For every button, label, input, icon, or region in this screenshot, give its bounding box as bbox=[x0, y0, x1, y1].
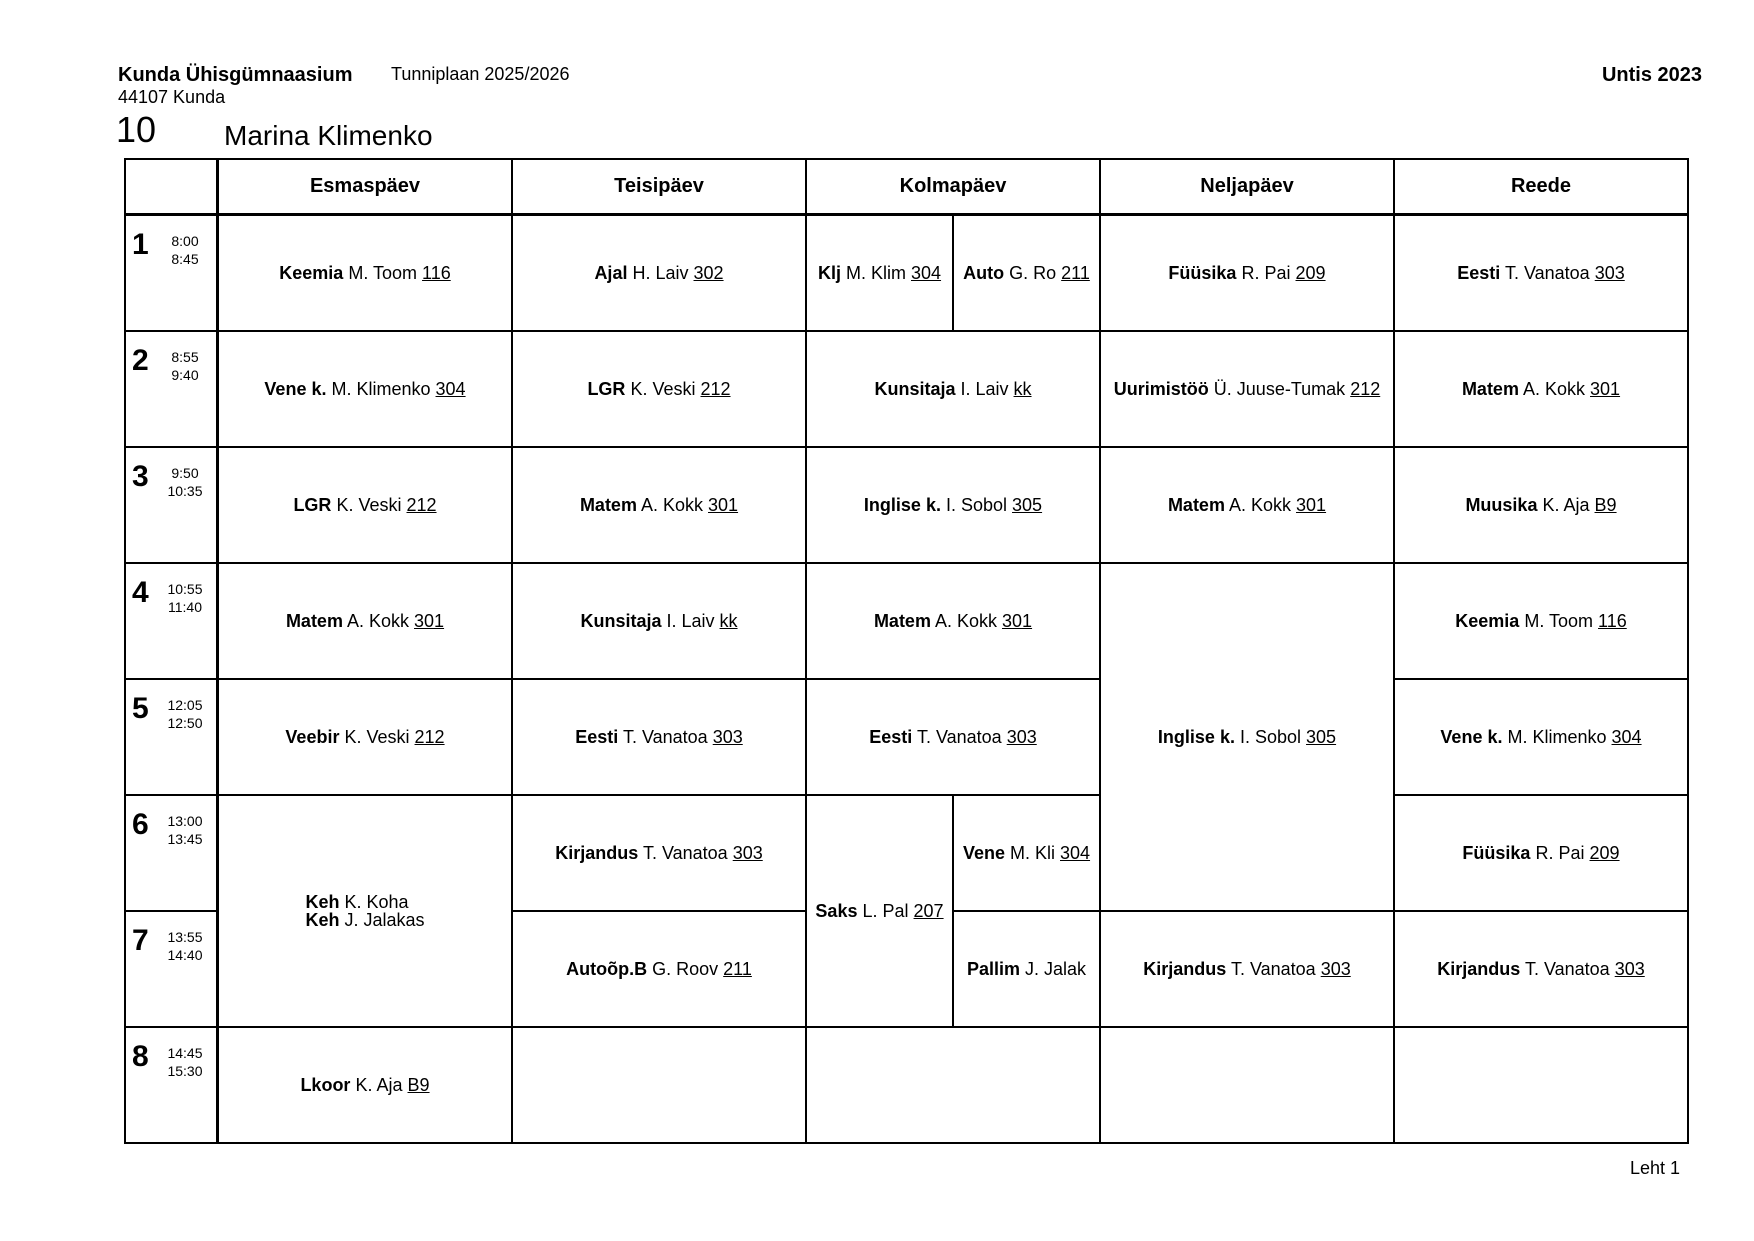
lesson-line bbox=[1168, 496, 1326, 514]
room-number: 304 bbox=[1060, 843, 1091, 863]
teacher-name: Ü. Juuse-Tumak bbox=[1213, 379, 1346, 399]
room-number: 303 bbox=[1006, 727, 1037, 747]
subject-name: LGR bbox=[293, 495, 332, 515]
lesson-cell bbox=[513, 448, 807, 564]
lesson-line bbox=[818, 264, 941, 282]
lesson-line bbox=[566, 960, 752, 978]
period-number: 5 bbox=[132, 692, 149, 725]
teacher-name: T. Vanatoa bbox=[622, 727, 708, 747]
lesson-line bbox=[594, 264, 723, 282]
class-teacher: Marina Klimenko bbox=[224, 120, 433, 151]
room-number: 303 bbox=[732, 843, 763, 863]
period-cell bbox=[126, 564, 219, 680]
lesson-content bbox=[594, 264, 723, 282]
room-number: 301 bbox=[1590, 379, 1621, 399]
day-header: Neljapäev bbox=[1101, 160, 1395, 216]
teacher-name: R. Pai bbox=[1535, 843, 1585, 863]
class-name: 10 bbox=[116, 109, 157, 150]
lesson-cell bbox=[219, 680, 513, 796]
lesson-line bbox=[1462, 380, 1620, 398]
period-end-time: 12:50 bbox=[167, 715, 203, 731]
lesson-line bbox=[305, 911, 424, 929]
room-number: 212 bbox=[406, 495, 437, 515]
subject-name: Autoõp.B bbox=[566, 959, 648, 979]
subject-name: Keh bbox=[305, 910, 340, 930]
lesson-cell bbox=[1101, 564, 1395, 912]
subject-name: Lkoor bbox=[300, 1075, 351, 1095]
lesson-line bbox=[264, 380, 465, 398]
teacher-name: M. Klim bbox=[845, 263, 906, 283]
lesson-cell bbox=[513, 216, 807, 332]
lesson-cell bbox=[1395, 680, 1689, 796]
lesson-line bbox=[293, 496, 436, 514]
teacher-name: A. Kokk bbox=[346, 611, 409, 631]
empty-cell bbox=[1395, 1028, 1689, 1144]
teacher-name: T. Vanatoa bbox=[642, 843, 728, 863]
teacher-name: H. Laiv bbox=[632, 263, 689, 283]
lesson-cell bbox=[807, 564, 1101, 680]
page-label: Leht 1 bbox=[1629, 1158, 1680, 1178]
lesson-cell bbox=[1101, 448, 1395, 564]
lesson-content bbox=[1437, 960, 1645, 978]
period-times bbox=[159, 464, 211, 500]
lesson-cell bbox=[1395, 796, 1689, 912]
lesson-content bbox=[1455, 612, 1626, 630]
lesson-line bbox=[1440, 728, 1641, 746]
teacher-name: T. Vanatoa bbox=[916, 727, 1002, 747]
lesson-line bbox=[580, 496, 738, 514]
period-number: 2 bbox=[132, 344, 149, 377]
lesson-cell bbox=[1101, 216, 1395, 332]
lesson-content bbox=[1168, 264, 1325, 282]
teacher-name: T. Vanatoa bbox=[1524, 959, 1610, 979]
subject-name: Füüsika bbox=[1168, 263, 1237, 283]
lesson-content bbox=[818, 264, 941, 282]
subject-name: Matem bbox=[1167, 495, 1225, 515]
room-number: 302 bbox=[693, 263, 724, 283]
teacher-name: A. Kokk bbox=[1228, 495, 1291, 515]
lesson-line bbox=[1462, 844, 1619, 862]
timetable-grid bbox=[124, 158, 1689, 1144]
teacher-name: M. Klimenko bbox=[1507, 727, 1607, 747]
lesson-content bbox=[1168, 496, 1326, 514]
empty-cell bbox=[513, 1028, 807, 1144]
teacher-name: J. Jalak bbox=[1025, 959, 1087, 979]
room-number: 116 bbox=[422, 263, 451, 283]
lesson-line bbox=[967, 960, 1086, 978]
period-start-time: 14:45 bbox=[167, 1045, 203, 1061]
lesson-cell bbox=[954, 796, 1101, 912]
period-cell bbox=[126, 796, 219, 912]
period-start-time: 8:00 bbox=[171, 233, 199, 249]
lesson-cell bbox=[1395, 564, 1689, 680]
lesson-cell bbox=[219, 332, 513, 448]
subject-name: Matem bbox=[873, 611, 931, 631]
lesson-line bbox=[963, 844, 1090, 862]
period-start-time: 10:55 bbox=[167, 581, 203, 597]
teacher-name: K. Koha bbox=[344, 892, 409, 912]
lesson-line bbox=[874, 612, 1032, 630]
lesson-line bbox=[815, 902, 943, 920]
lesson-line bbox=[1455, 612, 1626, 630]
lesson-cell bbox=[954, 912, 1101, 1028]
teacher-name: A. Kokk bbox=[640, 495, 703, 515]
room-number: 304 bbox=[911, 263, 942, 283]
period-number: 1 bbox=[132, 228, 149, 261]
lesson-line bbox=[580, 612, 737, 630]
lesson-content bbox=[286, 612, 444, 630]
lesson-line bbox=[286, 612, 444, 630]
day-header: Teisipäev bbox=[513, 160, 807, 216]
period-end-time: 11:40 bbox=[168, 599, 202, 615]
lesson-cell bbox=[513, 564, 807, 680]
room-number: kk bbox=[719, 611, 738, 631]
lesson-content bbox=[1158, 728, 1336, 746]
period-cell bbox=[126, 332, 219, 448]
lesson-content bbox=[963, 844, 1090, 862]
subject-name: Vene bbox=[962, 843, 1005, 863]
day-header: Esmaspäev bbox=[219, 160, 513, 216]
empty-cell bbox=[807, 1028, 1101, 1144]
room-number: 304 bbox=[1611, 727, 1642, 747]
subject-name: Ajal bbox=[594, 263, 628, 283]
lesson-line bbox=[1114, 380, 1380, 398]
lesson-content bbox=[874, 612, 1032, 630]
lesson-content bbox=[967, 960, 1086, 978]
lesson-cell bbox=[219, 796, 513, 1028]
lesson-cell bbox=[513, 332, 807, 448]
room-number: 301 bbox=[708, 495, 739, 515]
lesson-line bbox=[575, 728, 743, 746]
lesson-content bbox=[555, 844, 763, 862]
lesson-line bbox=[555, 844, 763, 862]
subject-name: Eesti bbox=[575, 727, 619, 747]
subject-name: Veebir bbox=[285, 727, 340, 747]
lesson-cell bbox=[807, 796, 954, 1028]
lesson-content bbox=[1457, 264, 1625, 282]
room-number: 212 bbox=[700, 379, 731, 399]
room-number: 211 bbox=[1061, 263, 1090, 283]
period-end-time: 10:35 bbox=[167, 483, 203, 499]
subject-name: LGR bbox=[587, 379, 626, 399]
lesson-line bbox=[1465, 496, 1616, 514]
room-number: 305 bbox=[1306, 727, 1337, 747]
teacher-name: M. Klimenko bbox=[331, 379, 431, 399]
document-title: Tunniplaan 2025/2026 bbox=[391, 64, 570, 84]
day-header: Reede bbox=[1395, 160, 1689, 216]
lesson-content bbox=[815, 902, 943, 920]
subject-name: Füüsika bbox=[1462, 843, 1531, 863]
lesson-content bbox=[580, 612, 737, 630]
grid-corner-cell bbox=[126, 160, 219, 216]
room-number: 303 bbox=[1594, 263, 1625, 283]
subject-name: Vene k. bbox=[264, 379, 327, 399]
teacher-name: T. Vanatoa bbox=[1504, 263, 1590, 283]
room-number: 211 bbox=[723, 959, 752, 979]
subject-name: Keemia bbox=[1455, 611, 1520, 631]
period-times bbox=[159, 928, 211, 964]
lesson-line bbox=[1168, 264, 1325, 282]
room-number: 304 bbox=[435, 379, 466, 399]
period-end-time: 14:40 bbox=[167, 947, 203, 963]
period-number: 6 bbox=[132, 808, 149, 841]
subject-name: Eesti bbox=[869, 727, 913, 747]
teacher-name: I. Sobol bbox=[1239, 727, 1302, 747]
lesson-cell bbox=[807, 680, 1101, 796]
lesson-content bbox=[285, 728, 444, 746]
subject-name: Kirjandus bbox=[555, 843, 639, 863]
lesson-line bbox=[285, 728, 444, 746]
lesson-cell bbox=[807, 216, 954, 332]
room-number: 116 bbox=[1598, 611, 1627, 631]
period-cell bbox=[126, 1028, 219, 1144]
lesson-line bbox=[864, 496, 1042, 514]
lesson-cell bbox=[513, 680, 807, 796]
period-start-time: 8:55 bbox=[171, 349, 199, 365]
period-end-time: 13:45 bbox=[167, 831, 203, 847]
period-number: 4 bbox=[132, 576, 149, 609]
subject-name: Saks bbox=[815, 901, 858, 921]
subject-name: Kunsitaja bbox=[874, 379, 956, 399]
period-cell bbox=[126, 912, 219, 1028]
subject-name: Matem bbox=[579, 495, 637, 515]
lesson-content bbox=[963, 264, 1090, 282]
lesson-cell bbox=[1395, 332, 1689, 448]
period-start-time: 13:00 bbox=[167, 813, 203, 829]
subject-name: Uurimistöö bbox=[1113, 379, 1209, 399]
teacher-name: M. Toom bbox=[1524, 611, 1594, 631]
subject-name: Inglise k. bbox=[863, 495, 941, 515]
subject-name: Kunsitaja bbox=[580, 611, 662, 631]
lesson-content bbox=[1462, 380, 1620, 398]
room-number: 301 bbox=[414, 611, 445, 631]
lesson-content bbox=[1143, 960, 1351, 978]
lesson-content bbox=[293, 496, 436, 514]
room-number: B9 bbox=[1594, 495, 1617, 515]
teacher-name: G. Ro bbox=[1009, 263, 1057, 283]
lesson-content bbox=[864, 496, 1042, 514]
room-number: 212 bbox=[414, 727, 445, 747]
teacher-name: I. Laiv bbox=[666, 611, 715, 631]
subject-name: Auto bbox=[963, 263, 1005, 283]
school-name: Kunda Ühisgümnaasium bbox=[118, 64, 353, 86]
lesson-cell bbox=[1101, 912, 1395, 1028]
room-number: 301 bbox=[1002, 611, 1033, 631]
period-start-time: 13:55 bbox=[167, 929, 203, 945]
lesson-content bbox=[1440, 728, 1641, 746]
period-number: 7 bbox=[132, 924, 149, 957]
room-number: 212 bbox=[1350, 379, 1381, 399]
lesson-content bbox=[566, 960, 752, 978]
teacher-name: A. Kokk bbox=[1522, 379, 1585, 399]
teacher-name: T. Vanatoa bbox=[1230, 959, 1316, 979]
period-end-time: 9:40 bbox=[171, 367, 199, 383]
room-number: kk bbox=[1013, 379, 1032, 399]
lesson-line bbox=[305, 893, 424, 911]
room-number: B9 bbox=[407, 1075, 430, 1095]
period-times bbox=[159, 812, 211, 848]
period-end-time: 8:45 bbox=[171, 251, 199, 267]
period-times bbox=[159, 580, 211, 616]
subject-name: Keemia bbox=[279, 263, 344, 283]
lesson-line bbox=[874, 380, 1031, 398]
lesson-line bbox=[300, 1076, 429, 1094]
teacher-name: K. Veski bbox=[630, 379, 696, 399]
teacher-name: R. Pai bbox=[1241, 263, 1291, 283]
lesson-cell bbox=[219, 1028, 513, 1144]
subject-name: Kirjandus bbox=[1143, 959, 1227, 979]
room-number: 303 bbox=[1614, 959, 1645, 979]
teacher-name: A. Kokk bbox=[934, 611, 997, 631]
subject-name: Klj bbox=[817, 263, 841, 283]
period-times bbox=[159, 1044, 211, 1080]
period-end-time: 15:30 bbox=[167, 1063, 203, 1079]
teacher-name: K. Aja bbox=[355, 1075, 403, 1095]
teacher-name: K. Aja bbox=[1542, 495, 1590, 515]
lesson-line bbox=[1437, 960, 1645, 978]
lesson-content bbox=[874, 380, 1031, 398]
lesson-content bbox=[587, 380, 730, 398]
lesson-content bbox=[279, 264, 450, 282]
subject-name: Kirjandus bbox=[1437, 959, 1521, 979]
subject-name: Matem bbox=[285, 611, 343, 631]
lesson-line bbox=[279, 264, 450, 282]
period-number: 3 bbox=[132, 460, 149, 493]
lesson-line bbox=[963, 264, 1090, 282]
lesson-cell bbox=[954, 216, 1101, 332]
room-number: 303 bbox=[1320, 959, 1351, 979]
subject-name: Pallim bbox=[966, 959, 1020, 979]
school-address: 44107 Kunda bbox=[118, 87, 226, 107]
teacher-name: M. Kli bbox=[1009, 843, 1055, 863]
period-times bbox=[159, 696, 211, 732]
teacher-name: I. Sobol bbox=[945, 495, 1008, 515]
lesson-cell bbox=[513, 796, 807, 912]
lesson-content bbox=[1114, 380, 1380, 398]
lesson-cell bbox=[219, 564, 513, 680]
period-cell bbox=[126, 216, 219, 332]
lesson-cell bbox=[807, 332, 1101, 448]
lesson-line bbox=[1457, 264, 1625, 282]
lesson-content bbox=[300, 1076, 429, 1094]
lesson-line bbox=[1158, 728, 1336, 746]
period-start-time: 9:50 bbox=[171, 465, 199, 481]
teacher-name: G. Roov bbox=[652, 959, 719, 979]
room-number: 301 bbox=[1296, 495, 1327, 515]
subject-name: Eesti bbox=[1457, 263, 1501, 283]
subject-name: Keh bbox=[305, 892, 340, 912]
lesson-line bbox=[587, 380, 730, 398]
lesson-cell bbox=[807, 448, 1101, 564]
period-times bbox=[159, 232, 211, 268]
software-label: Untis 2023 bbox=[1601, 64, 1702, 86]
teacher-name: K. Veski bbox=[336, 495, 402, 515]
period-cell bbox=[126, 448, 219, 564]
period-times bbox=[159, 348, 211, 384]
teacher-name: K. Veski bbox=[344, 727, 410, 747]
period-start-time: 12:05 bbox=[167, 697, 203, 713]
room-number: 209 bbox=[1295, 263, 1326, 283]
lesson-line bbox=[1143, 960, 1351, 978]
lesson-cell bbox=[219, 448, 513, 564]
lesson-content bbox=[869, 728, 1037, 746]
room-number: 207 bbox=[913, 901, 944, 921]
lesson-cell bbox=[1395, 448, 1689, 564]
lesson-content bbox=[575, 728, 743, 746]
subject-name: Vene k. bbox=[1440, 727, 1503, 747]
subject-name: Inglise k. bbox=[1157, 727, 1235, 747]
lesson-cell bbox=[1395, 216, 1689, 332]
teacher-name: L. Pal bbox=[862, 901, 909, 921]
lesson-content bbox=[1462, 844, 1619, 862]
lesson-cell bbox=[219, 216, 513, 332]
subject-name: Matem bbox=[1461, 379, 1519, 399]
teacher-name: M. Toom bbox=[348, 263, 418, 283]
teacher-name: J. Jalakas bbox=[344, 910, 425, 930]
period-cell bbox=[126, 680, 219, 796]
lesson-cell bbox=[513, 912, 807, 1028]
lesson-content bbox=[305, 893, 424, 929]
room-number: 305 bbox=[1012, 495, 1043, 515]
empty-cell bbox=[1101, 1028, 1395, 1144]
room-number: 303 bbox=[712, 727, 743, 747]
room-number: 209 bbox=[1589, 843, 1620, 863]
day-header: Kolmapäev bbox=[807, 160, 1101, 216]
lesson-content bbox=[1465, 496, 1616, 514]
teacher-name: I. Laiv bbox=[960, 379, 1009, 399]
lesson-line bbox=[869, 728, 1037, 746]
period-number: 8 bbox=[132, 1040, 149, 1073]
lesson-cell bbox=[1101, 332, 1395, 448]
lesson-content bbox=[264, 380, 465, 398]
subject-name: Muusika bbox=[1465, 495, 1538, 515]
lesson-cell bbox=[1395, 912, 1689, 1028]
lesson-content bbox=[580, 496, 738, 514]
